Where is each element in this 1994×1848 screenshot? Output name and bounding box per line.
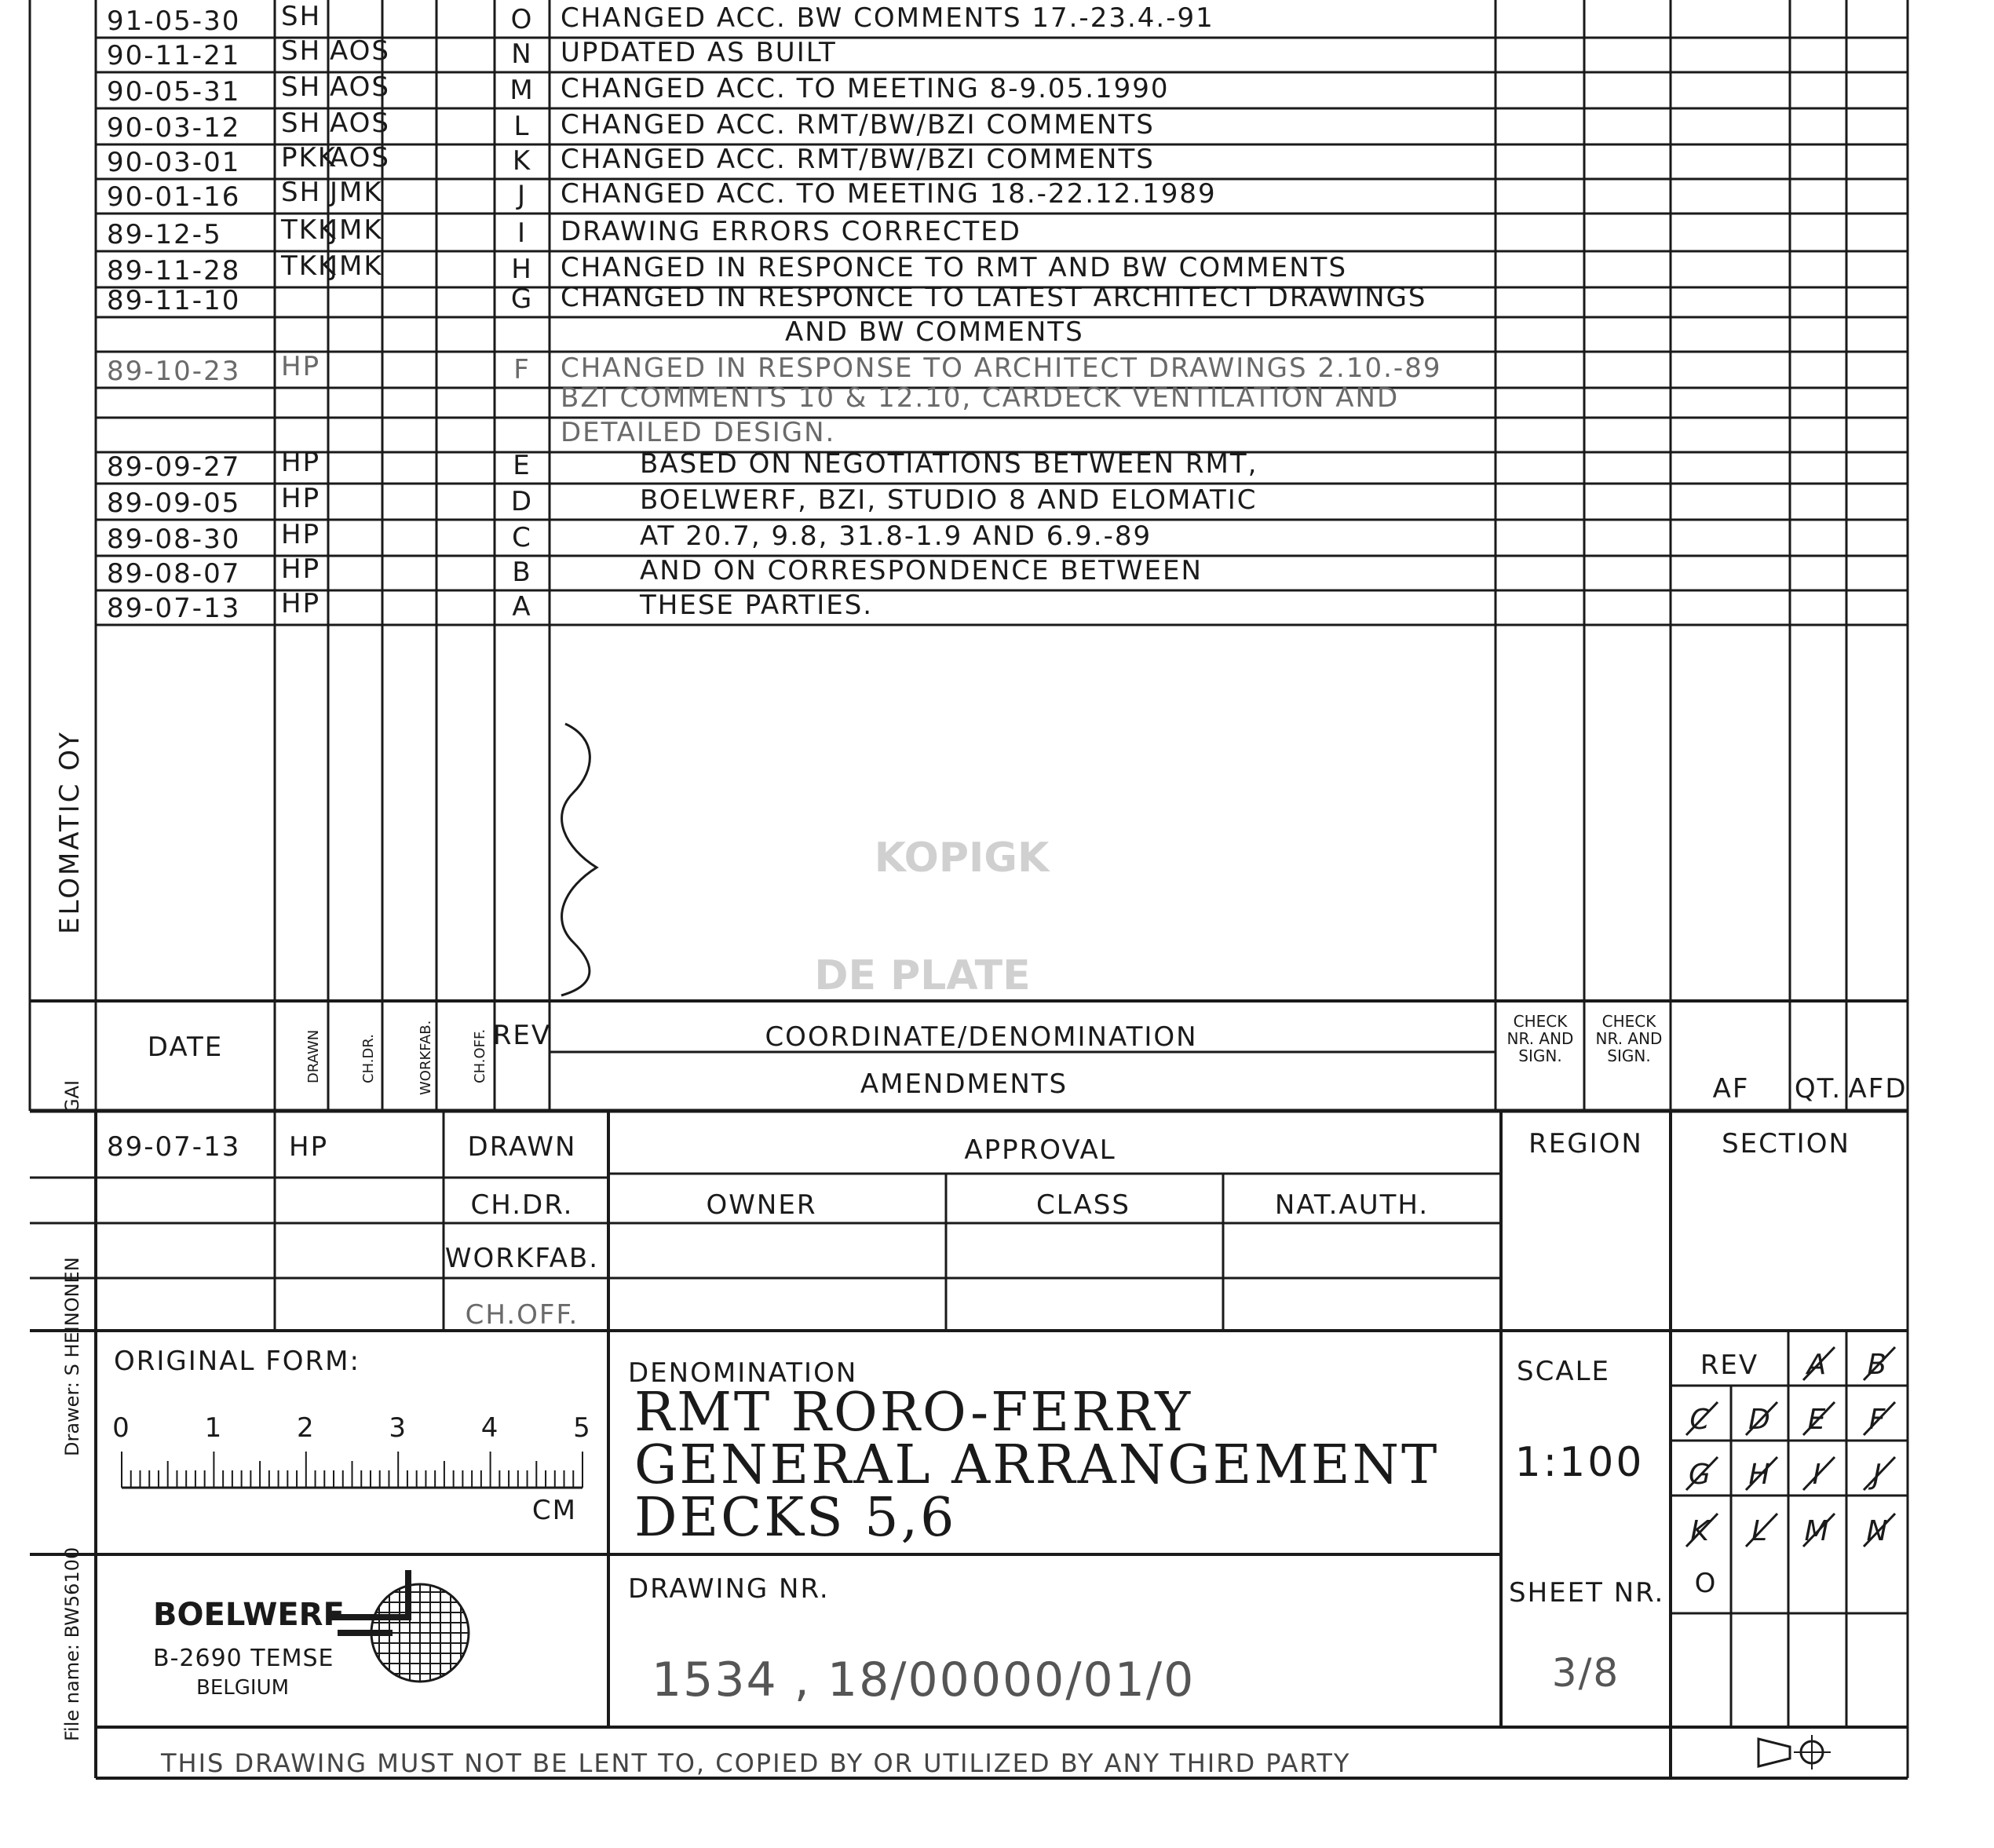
side-company: ELOMATIC OY xyxy=(54,730,86,934)
denomination-label: DENOMINATION xyxy=(628,1357,858,1389)
ruler-number: 4 xyxy=(480,1412,500,1444)
rev-checked: AOS xyxy=(330,142,391,173)
header-drawn: DRAWN xyxy=(305,1029,322,1083)
header-qt: QT. xyxy=(1794,1073,1842,1105)
rev-drawn: SH xyxy=(281,35,322,67)
rev-description: BOELWERF, BZI, STUDIO 8 AND ELOMATIC xyxy=(640,484,1258,516)
rev-letter: K xyxy=(512,145,532,177)
header-check-1: SIGN. xyxy=(1518,1046,1562,1065)
rev-box-letter: L xyxy=(1751,1515,1769,1547)
approval-role: CH.OFF. xyxy=(465,1299,579,1331)
brace-symbol xyxy=(561,724,597,995)
rev-description: CHANGED IN RESPONSE TO ARCHITECT DRAWINGS 2.10.-89 xyxy=(561,352,1442,384)
header-workfab: WORKFAB. xyxy=(418,1020,434,1095)
rev-box-letter: G xyxy=(1689,1459,1712,1491)
denomination-title: GENERAL ARRANGEMENT xyxy=(634,1434,1440,1496)
rev-description: CHANGED IN RESPONCE TO LATEST ARCHITECT DRAWINGS xyxy=(561,282,1427,313)
sheet-nr-label: SHEET NR. xyxy=(1509,1577,1665,1609)
header-check-1: NR. AND xyxy=(1506,1029,1574,1048)
rev-date: 90-05-31 xyxy=(107,76,241,108)
copy-stamp: DE PLATE xyxy=(814,952,1031,999)
rev-date: 89-07-13 xyxy=(107,593,241,624)
rev-box-label: REV xyxy=(1700,1349,1759,1381)
rev-drawn: SH xyxy=(281,108,322,139)
scale-label: SCALE xyxy=(1517,1356,1611,1387)
scale-value: 1:100 xyxy=(1514,1439,1645,1486)
rev-date: 89-08-30 xyxy=(107,524,241,555)
rev-description: CHANGED ACC. RMT/BW/BZI COMMENTS xyxy=(561,109,1155,141)
rev-drawn: HP xyxy=(281,447,321,478)
header-afd: AFD xyxy=(1848,1073,1908,1105)
rev-drawn: TKK xyxy=(281,250,338,282)
side-drawer: Drawer: S HEINONEN xyxy=(61,1257,83,1456)
rev-letter: I xyxy=(517,217,528,249)
rev-box-letter: M xyxy=(1804,1515,1831,1547)
approval-role: DRAWN xyxy=(467,1131,577,1163)
approval-natauth: NAT.AUTH. xyxy=(1274,1189,1430,1221)
rev-date: 90-11-21 xyxy=(107,40,241,71)
rev-checked: JMK xyxy=(330,214,383,246)
rev-date: 90-03-12 xyxy=(107,112,241,144)
rev-box-letter: H xyxy=(1748,1459,1772,1491)
rev-drawn: TKK xyxy=(281,214,338,246)
rev-description: THESE PARTIES. xyxy=(640,590,874,621)
projection-cone-icon xyxy=(1758,1739,1790,1766)
rev-description: CHANGED ACC. BW COMMENTS 17.-23.4.-91 xyxy=(561,2,1214,34)
header-chdr: CH.DR. xyxy=(360,1034,377,1083)
rev-box-letter: F xyxy=(1868,1404,1887,1436)
ruler-number: 3 xyxy=(389,1412,408,1444)
rev-box-letter: N xyxy=(1866,1515,1890,1547)
rev-checked: AOS xyxy=(330,71,391,103)
rev-date: 89-09-05 xyxy=(107,488,241,519)
ruler-number: 2 xyxy=(296,1412,316,1444)
header-af: AF xyxy=(1712,1073,1750,1105)
rev-date: 89-10-23 xyxy=(107,356,241,387)
rev-box-letter: D xyxy=(1748,1404,1772,1436)
approval-owner: OWNER xyxy=(706,1189,817,1221)
rev-box-letter: B xyxy=(1867,1349,1889,1381)
rev-drawn: HP xyxy=(281,483,321,514)
rev-description: CHANGED ACC. RMT/BW/BZI COMMENTS xyxy=(561,144,1155,175)
rev-description: DRAWING ERRORS CORRECTED xyxy=(561,216,1021,247)
rev-checked: AOS xyxy=(330,108,391,139)
rev-date: 89-11-10 xyxy=(107,285,241,316)
header-date: DATE xyxy=(147,1032,224,1063)
rev-description: CHANGED ACC. TO MEETING 8-9.05.1990 xyxy=(561,73,1170,104)
rev-description: AT 20.7, 9.8, 31.8-1.9 AND 6.9.-89 xyxy=(640,520,1152,552)
rev-date: 89-09-27 xyxy=(107,451,241,483)
rev-description: AND ON CORRESPONDENCE BETWEEN xyxy=(640,555,1203,586)
rev-letter: F xyxy=(513,354,531,385)
rev-description: BASED ON NEGOTIATIONS BETWEEN RMT, xyxy=(640,448,1258,480)
company-address: B-2690 TEMSE xyxy=(153,1645,334,1672)
approval-role: WORKFAB. xyxy=(444,1243,600,1274)
rev-box-letter: K xyxy=(1690,1515,1711,1547)
footer-notice: THIS DRAWING MUST NOT BE LENT TO, COPIED BY OR UTILIZED BY ANY THIRD PARTY xyxy=(161,1748,1351,1778)
rev-drawn: SH xyxy=(281,177,322,208)
denomination-title: DECKS 5,6 xyxy=(634,1487,957,1549)
rev-date: 91-05-30 xyxy=(107,5,241,37)
header-amendments: AMENDMENTS xyxy=(860,1068,1068,1100)
rev-date: 90-03-01 xyxy=(107,147,241,178)
approval-title: APPROVAL xyxy=(964,1134,1116,1166)
header-check-2: CHECK xyxy=(1601,1012,1656,1031)
rev-box-current: O xyxy=(1694,1568,1718,1599)
rev-letter: C xyxy=(512,522,532,553)
rev-drawn: HP xyxy=(281,588,321,619)
header-rev: REV xyxy=(492,1020,552,1051)
rev-description: CHANGED IN RESPONCE TO RMT AND BW COMMENTS xyxy=(561,252,1348,283)
rev-checked: JMK xyxy=(330,177,383,208)
header-coordinate: COORDINATE/DENOMINATION xyxy=(765,1021,1198,1053)
rev-letter: H xyxy=(511,254,533,285)
header-check-2: SIGN. xyxy=(1607,1046,1651,1065)
rev-drawn: SH xyxy=(281,1,322,32)
rev-box-letter: A xyxy=(1806,1349,1828,1381)
rev-drawn: PKK xyxy=(281,142,338,173)
region-label: REGION xyxy=(1528,1128,1643,1160)
sheet-text xyxy=(54,1,1908,1778)
rev-box-letter: C xyxy=(1689,1404,1711,1436)
rev-date: 89-11-28 xyxy=(107,255,241,287)
side-gai: GAI xyxy=(61,1079,83,1113)
rev-date: 89-12-5 xyxy=(107,219,222,250)
company-name: BOELWERF xyxy=(153,1597,345,1633)
rev-drawn: HP xyxy=(281,553,321,585)
rev-checked: JMK xyxy=(330,250,383,282)
ruler-unit: CM xyxy=(531,1495,577,1526)
rev-description: AND BW COMMENTS xyxy=(785,316,1084,348)
rev-letter: B xyxy=(512,557,532,588)
ruler-number: 0 xyxy=(112,1412,131,1444)
rev-box-letter: J xyxy=(1872,1459,1883,1491)
rev-box-letter: I xyxy=(1812,1459,1823,1491)
rev-letter: N xyxy=(511,38,533,70)
rev-letter: J xyxy=(517,180,528,211)
approval-date: 89-07-13 xyxy=(107,1131,241,1163)
rev-description: DETAILED DESIGN. xyxy=(561,417,836,448)
sheet-nr-value: 3/8 xyxy=(1551,1650,1620,1696)
rev-drawn: HP xyxy=(281,519,321,550)
approval-class: CLASS xyxy=(1036,1189,1130,1221)
original-form-label: ORIGINAL FORM: xyxy=(114,1346,360,1377)
header-check-2: NR. AND xyxy=(1595,1029,1663,1048)
rev-drawn: SH xyxy=(281,71,322,103)
drawing-nr-value: 1534 , 18/00000/01/0 xyxy=(652,1653,1196,1707)
company-country: BELGIUM xyxy=(196,1676,290,1700)
header-choff: CH.OFF. xyxy=(472,1028,488,1083)
rev-letter: E xyxy=(513,450,531,481)
rev-box-letter: E xyxy=(1807,1404,1828,1436)
drawing-nr-label: DRAWING NR. xyxy=(628,1573,830,1605)
rev-description: UPDATED AS BUILT xyxy=(561,37,837,68)
side-file: File name: BW56100 xyxy=(61,1547,83,1741)
rev-checked: AOS xyxy=(330,35,391,67)
copy-stamp: KOPIGK xyxy=(874,835,1050,882)
rev-drawn: HP xyxy=(281,351,321,382)
approval-role: CH.DR. xyxy=(470,1189,574,1221)
rev-letter: G xyxy=(510,283,534,315)
rev-letter: L xyxy=(513,111,531,142)
rev-letter: M xyxy=(509,75,535,106)
rev-description: BZI COMMENTS 10 & 12.10, CARDECK VENTILATION AND xyxy=(561,382,1400,414)
ruler-number: 1 xyxy=(204,1412,224,1444)
denomination-title: RMT RORO-FERRY xyxy=(634,1382,1193,1444)
rev-letter: O xyxy=(510,4,534,35)
rev-date: 89-08-07 xyxy=(107,558,241,590)
rev-date: 90-01-16 xyxy=(107,181,241,213)
rev-description: CHANGED ACC. TO MEETING 18.-22.12.1989 xyxy=(561,178,1217,210)
section-label: SECTION xyxy=(1722,1128,1850,1160)
header-check-1: CHECK xyxy=(1513,1012,1568,1031)
ruler-number: 5 xyxy=(573,1412,592,1444)
rev-letter: A xyxy=(512,591,532,623)
approval-drawn-by: HP xyxy=(289,1131,329,1163)
rev-letter: D xyxy=(510,486,534,517)
